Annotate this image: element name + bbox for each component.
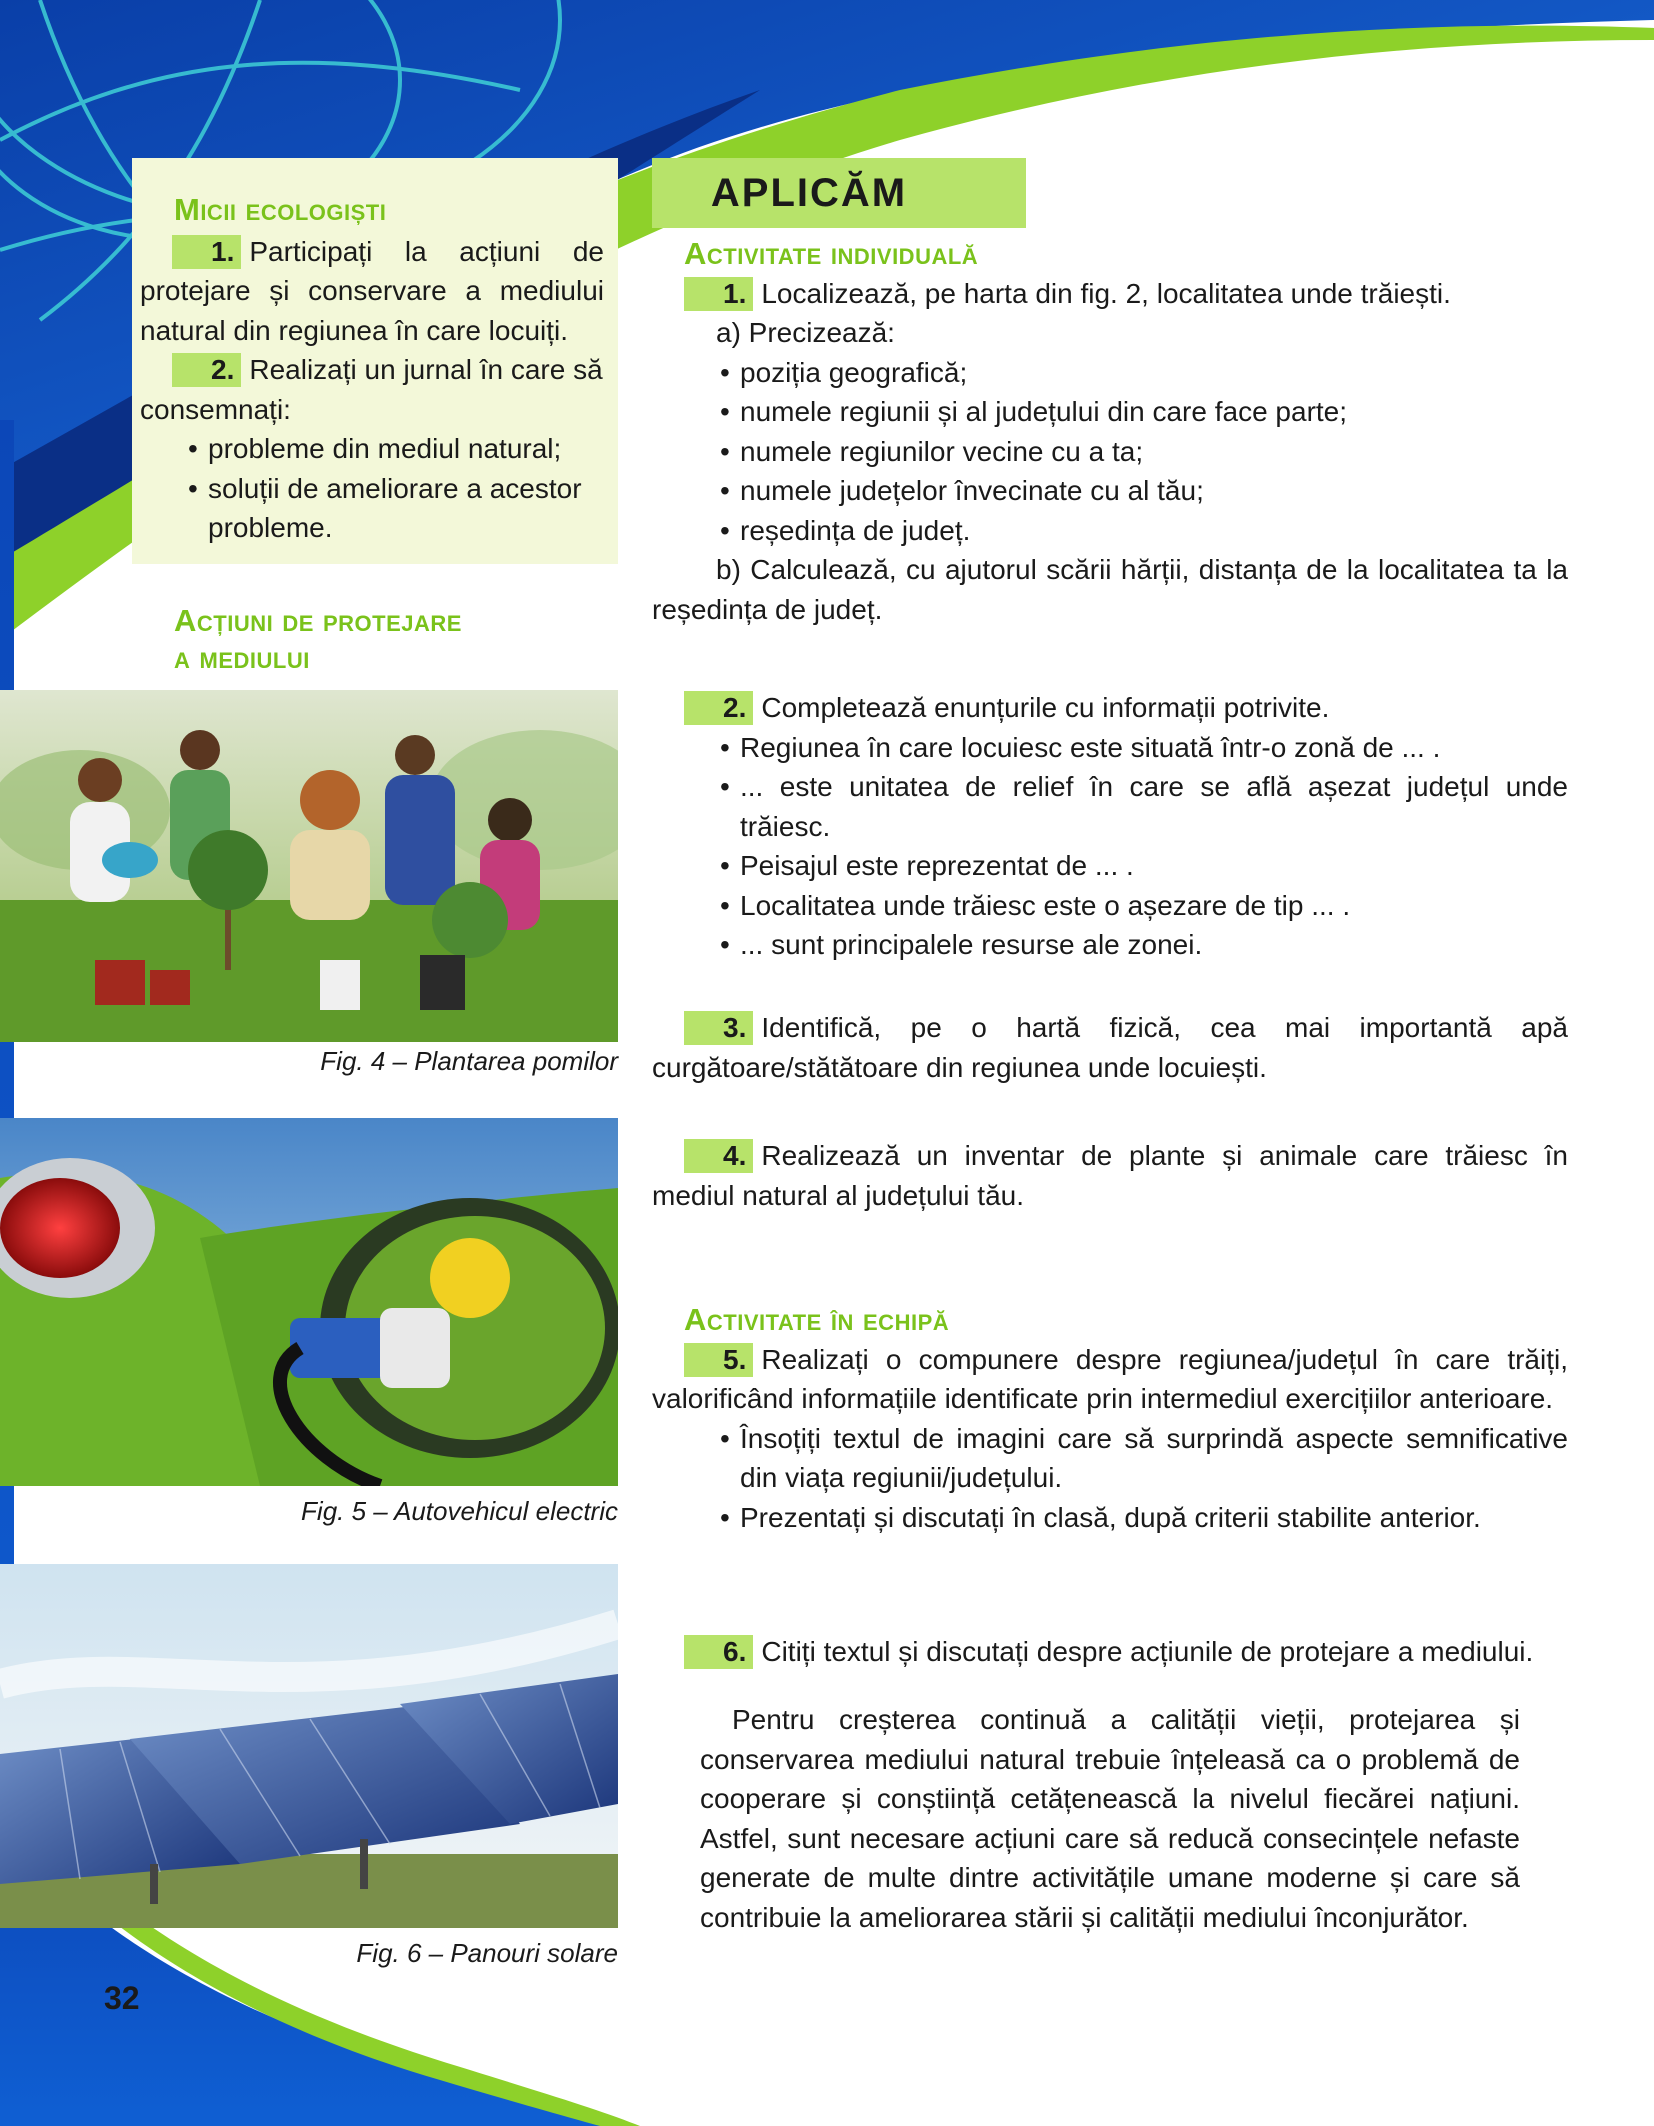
exercise-6-text: Citiți textul și discutați despre acțiunile de protejare a mediului. <box>761 1636 1534 1667</box>
figure-caption: Fig. 6 – Panouri solare <box>356 1938 618 1968</box>
exercise-5-number: 5. <box>684 1343 753 1377</box>
exercise-1-bullet: • reședința de județ. <box>720 511 1568 551</box>
exercise-5-bullet: • Însoțiți textul de imagini care să surprindă aspecte semnificative din viața regiunii/județului. <box>720 1419 1568 1498</box>
exercise-5 <box>652 1340 1568 1419</box>
photo-electric-car <box>0 1118 618 1486</box>
exercise-2-text: Completează enunțurile cu informații potrivite. <box>761 692 1330 723</box>
section-title-line-1: Acțiuni de protejare <box>174 603 462 638</box>
photo-solar-panels <box>0 1564 618 1928</box>
exercise-6 <box>652 1632 1568 1672</box>
exercise-3-text: Identifică, pe o hartă fizică, cea mai importantă apă curgătoare/stătătoare din regiunea unde locuiești. <box>652 1012 1568 1083</box>
individual-activity-title: Activitate individuală <box>684 236 979 271</box>
exercise-2-bullet: • Localitatea unde trăiesc este o așezare de tip ... . <box>720 886 1568 926</box>
box-item-1 <box>140 232 604 351</box>
exercise-2 <box>652 688 1568 965</box>
exercise-1-number: 1. <box>684 277 753 311</box>
quote-text: Pentru creșterea continuă a calității vieții, protejarea și conservarea mediului natural trebuie înțeleasă ca o problemă de cooperare și conștiință cetățenească la nivelul fiecărei națiuni. Astfel, sunt necesare acțiuni care să reducă consecințele nefaste generate de multe dintre activitățile umane moderne și care să contribuie la ameliorarea stării și calității mediului înconjurător. <box>700 1704 1520 1933</box>
exercise-1-bullet: • poziția geografică; <box>720 353 1568 393</box>
team-activity <box>652 1300 1568 1537</box>
photo-planting-trees <box>0 690 618 1042</box>
aplicam-header-text: APLICĂM <box>710 171 908 215</box>
box-bullet: • soluții de ameliorare a acestor probleme. <box>188 469 604 548</box>
exercise-2-bullets <box>720 728 1568 965</box>
exercise-1-bullet: • numele regiunilor vecine cu a ta; <box>720 432 1568 472</box>
exercise-1-bullets <box>720 353 1568 551</box>
exercise-1-bullet: • numele regiunii și al județului din care face parte; <box>720 392 1568 432</box>
exercise-2-bullet: • Regiunea în care locuiesc este situată într-o zonă de ... . <box>720 728 1568 768</box>
exercise-5-text: Realizați o compunere despre regiunea/județul în care trăiți, valorificând informațiile identificate prin intermediul exercițiilor anterioare. <box>652 1343 1568 1414</box>
exercise-2-bullet: • Peisajul este reprezentat de ... . <box>720 846 1568 886</box>
team-activity-title: Activitate în echipă <box>684 1302 950 1337</box>
exercise-1-b: b) Calculează, cu ajutorul scării hărții, distanța de la localitatea ta la reședința de județ. <box>652 554 1568 625</box>
aplicam-header <box>652 158 1026 228</box>
exercise-4-text: Realizează un inventar de plante și animale care trăiesc în mediul natural al județului tău. <box>652 1140 1568 1211</box>
figure-caption: Fig. 4 – Plantarea pomilor <box>320 1046 618 1076</box>
micii-ecologisti-box <box>132 158 618 564</box>
exercise-1-bullet: • numele județelor învecinate cu al tău; <box>720 471 1568 511</box>
exercise-5-bullets <box>720 1419 1568 1538</box>
exercise-1-a: a) Precizează: <box>716 317 895 348</box>
exercise-2-bullet: • ... este unitatea de relief în care se află așezat județul unde trăiesc. <box>720 767 1568 846</box>
box-item-2-number: 2. <box>172 353 241 387</box>
box-item-1-text: Participați la acțiuni de protejare și conservare a mediului natural din regiunea în care locuiți. <box>140 235 604 346</box>
exercise-2-bullet: • ... sunt principalele resurse ale zonei. <box>720 925 1568 965</box>
section-title <box>174 602 462 676</box>
figure-caption: Fig. 5 – Autovehicul electric <box>301 1496 618 1526</box>
page-number: 32 <box>104 1980 140 2016</box>
box-title: Micii ecologiști <box>174 192 387 227</box>
exercise-6-number: 6. <box>684 1635 753 1669</box>
box-bullet-list <box>188 429 604 548</box>
box-item-2 <box>140 350 604 429</box>
exercise-5-bullet: • Prezentați și discutați în clasă, după criterii stabilite anterior. <box>720 1498 1568 1538</box>
section-title-line-2: a mediului <box>174 640 310 675</box>
box-bullet: • probleme din mediul natural; <box>188 429 604 469</box>
exercise-1-text: Localizează, pe harta din fig. 2, localitatea unde trăiești. <box>761 277 1451 309</box>
exercise-4-number: 4. <box>684 1139 753 1173</box>
individual-activity <box>652 234 1568 629</box>
quote-paragraph <box>700 1700 1520 1937</box>
exercise-2-number: 2. <box>684 691 753 725</box>
box-item-1-number: 1. <box>172 235 241 269</box>
box-item-2-text: Realizați un jurnal în care să consemnați: <box>140 354 603 425</box>
exercise-1 <box>652 274 1568 314</box>
exercise-3 <box>652 1008 1568 1087</box>
exercise-4 <box>652 1136 1568 1215</box>
exercise-3-number: 3. <box>684 1011 753 1045</box>
